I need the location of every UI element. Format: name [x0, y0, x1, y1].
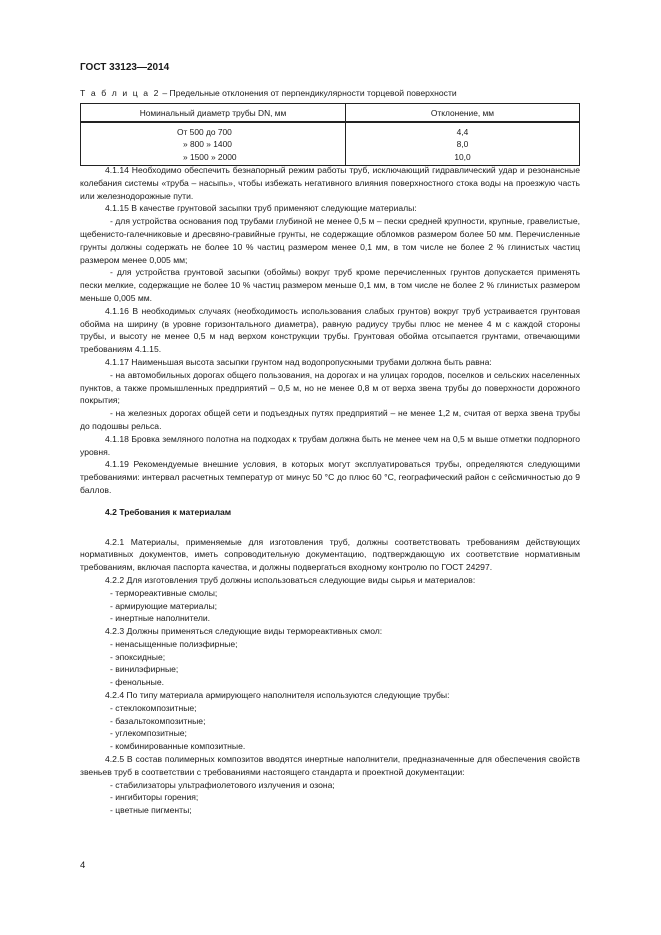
- paragraph-4-2-5: 4.2.5 В состав полимерных композитов вводятся инертные наполнители, предназначенные для обеспечения свойств звеньев труб в соответствии с требованиями настоящего стандарта и проектной документации:: [80, 754, 580, 777]
- table-row: [81, 138, 580, 150]
- list-item: - цветные пигменты;: [110, 805, 192, 816]
- list-item: - стабилизаторы ультрафиолетового излучения и озона;: [110, 779, 335, 790]
- list-item: - комбинированные композитные.: [110, 741, 246, 752]
- table-header-row: [81, 104, 580, 123]
- paragraph-4-1-18: 4.1.18 Бровка земляного полотна на подходах к трубам должна быть не менее чем на 0,5 м выше отметки подпорного уровня.: [80, 433, 580, 457]
- paragraph-4-1-17: 4.1.17 Наименьшая высота засыпки грунтом над водопропускными трубами должна быть равна:: [105, 356, 492, 367]
- paragraph-4-1-19: 4.1.19 Рекомендуемые внешние условия, в которых могут эксплуатироваться трубы, определяются следующими требованиями: интервал расчетных температур от минус 50 °С до плюс 60 °С, географический район с сейсмичностью до 9 баллов.: [80, 459, 580, 495]
- list-item: - инертные наполнители.: [110, 613, 211, 624]
- list-item: - для устройства основания под трубами глубиной не менее 0,5 м – пески средней крупности, крупные, гравелистые, щебенисто-галечниковые и дресвяно-гравийные грунты, не содержащие обломков размером более 50 мм. Перечисленные грунты должны содержать не более 10 % частиц размером менее 0,1 мм, в том числе не более 2 % глинистых частиц размером менее 0,005 мм;: [80, 216, 580, 265]
- table-caption-text: – Предельные отклонения от перпендикулярности торцевой поверхности: [159, 88, 457, 98]
- cell-text: От 500 до 700: [177, 127, 232, 137]
- list-item: - для устройства грунтовой засыпки (обоймы) вокруг труб кроме перечисленных грунтов допускается применять пески мелкие, содержащие не более 10 % частиц размером меньше 0,1 мм, в том числе не более 2 % глинистых размером меньше 0,005 мм.: [80, 267, 580, 303]
- table-cell-deviation: 10,0: [346, 151, 580, 166]
- page-number: 4: [80, 860, 86, 871]
- column-header-deviation: Отклонение, мм: [346, 104, 580, 123]
- paragraph-4-2-3: 4.2.3 Должны применяться следующие виды термореактивных смол:: [105, 626, 383, 637]
- paragraph-4-1-15: 4.1.15 В качестве грунтовой засыпки труб применяют следующие материалы:: [105, 203, 417, 214]
- table-cell-diameter: [81, 122, 346, 138]
- list-item: - на автомобильных дорогах общего пользования, на дорогах и на улицах городов, поселков и сельских населенных пунктов, а также промышленных предприятий – 0,5 м, но не менее 0,8 м от верха звена трубы до поверхности дорожного покрытия;: [80, 369, 580, 406]
- paragraph-4-2-2: 4.2.2 Для изготовления труб должны использоваться следующие виды сырья и материалов:: [105, 574, 476, 585]
- table-cell-deviation: 4,4: [346, 122, 580, 138]
- table-row: [81, 122, 580, 138]
- table-caption: [80, 88, 457, 98]
- list-item: - армирующие материалы;: [110, 600, 218, 611]
- section-title: 4.2 Требования к материалам: [105, 506, 232, 517]
- cell-text: » 1500 » 2000: [183, 151, 237, 162]
- tolerance-table: [80, 103, 580, 166]
- list-item: - эпоксидные;: [110, 651, 166, 662]
- document-code: ГОСТ 33123—2014: [80, 62, 170, 73]
- table-caption-label: Т а б л и ц а 2: [80, 88, 160, 98]
- table-cell-diameter: [81, 138, 346, 150]
- list-item: - термореактивные смолы;: [110, 587, 218, 598]
- list-item: - на железных дорогах общей сети и подъездных путях предприятий – не менее 1,2 м, считая от верха звена трубы до подошвы рельса.: [80, 408, 580, 431]
- paragraph-4-2-1: 4.2.1 Материалы, применяемые для изготовления труб, должны соответствовать требованиям действующих нормативных документов, иметь сопроводительную документацию, подтверждающую их соответствие нормативным требованиям, включая паспорта качества, и должны подвергаться входному контролю по ГОСТ 24297.: [80, 536, 580, 573]
- cell-text: » 800 » 1400: [183, 139, 232, 150]
- paragraph-4-2-4: 4.2.4 По типу материала армирующего наполнителя используются следующие трубы:: [105, 690, 450, 701]
- body-text: [80, 164, 580, 817]
- list-item: - стеклокомпозитные;: [110, 702, 197, 713]
- list-item: - ненасыщенные полиэфирные;: [110, 638, 238, 649]
- paragraph-4-1-14: 4.1.14 Необходимо обеспечить безнапорный режим работы труб, исключающий гидравлический удар и резонансные колебания системы «труба – насыпь», чтобы избежать негативного влияния поверхностного стока воды на проезжую часть или железнодорожные пути.: [80, 165, 580, 201]
- list-item: - фенольные.: [110, 677, 165, 688]
- column-header-diameter: Номинальный диаметр трубы DN, мм: [81, 104, 346, 123]
- list-item: - винилэфирные;: [110, 664, 179, 675]
- list-item: - ингибиторы горения;: [110, 792, 199, 803]
- list-item: - базальтокомпозитные;: [110, 715, 206, 726]
- table-cell-deviation: 8,0: [346, 138, 580, 150]
- paragraph-4-1-16: 4.1.16 В необходимых случаях (необходимость использования слабых грунтов) вокруг труб устраивается грунтовая обойма на ширину (в уровне горизонтального диаметра), равную радиусу трубы плюс не менее 4 м с каждой стороны трубы, и высоту не менее 0,5 м над верхом конструкции трубы. Грунтовая обойма отсыпается грунтами, отвечающими требованиям 4.1.15.: [80, 305, 580, 355]
- list-item: - углекомпозитные;: [110, 728, 187, 739]
